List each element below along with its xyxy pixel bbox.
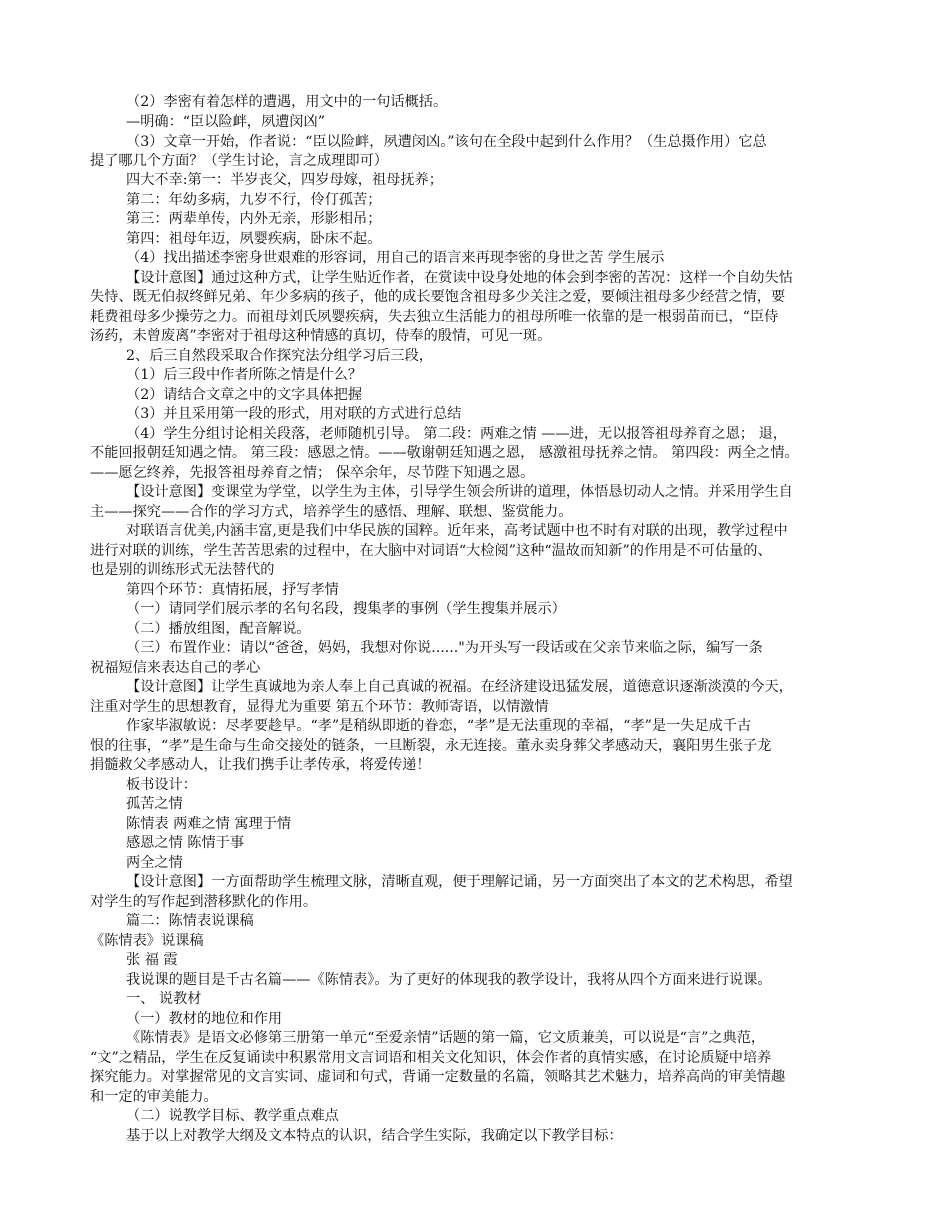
text-line: 探究能力。对掌握常见的文言实词、虚词和句式，背诵一定数量的名篇，领略其艺术魅力，培养高尚的审美情趣 xyxy=(90,1069,786,1085)
text-line: 孤苦之情 xyxy=(126,796,183,812)
text-line: 【设计意图】一方面帮助学生梳理文脉，清晰直观，便于理解记诵，另一方面突出了本文的艺术构思，希望 xyxy=(126,874,793,890)
text-line: 祝福短信来表达自己的孝心 xyxy=(90,660,261,676)
text-line: 陈情表 两难之情 寓理于情 xyxy=(126,816,292,832)
author-name: 张 福 霞 xyxy=(126,952,178,968)
text-line: （2）李密有着怎样的遭遇，用文中的一句话概括。 xyxy=(126,94,448,110)
document-title: 《陈情表》说课稿 xyxy=(90,933,204,949)
text-line: 【设计意图】变课堂为学堂，以学生为主体，引导学生领会所讲的道理，体悟恳切动人之情。并采用学生自 xyxy=(126,484,793,500)
section-heading: 一、 说教材 xyxy=(126,991,202,1007)
text-line: 【设计意图】通过这种方式，让学生贴近作者，在赏读中设身处地的体会到李密的苦况：这样一个自幼失怙 xyxy=(126,270,793,286)
text-line: —明确：“臣以险衅，夙遭闵凶” xyxy=(126,114,325,130)
text-line: （2）请结合文章之中的文字具体把握 xyxy=(126,387,363,403)
text-line: ——愿乞终养，先报答祖母养育之情； 保卒余年，尽节陛下知遇之恩。 xyxy=(90,465,535,481)
text-line: （一）请同学们展示孝的名句名段，搜集孝的事例（学生搜集并展示） xyxy=(126,601,566,617)
text-line: 基于以上对教学大纲及文本特点的认识，结合学生实际，我确定以下教学目标： xyxy=(126,1128,623,1144)
text-line: 不能回报朝廷知遇之情。 第三段：感恩之情。——敬谢朝廷知遇之恩， 感激祖母抚养之情。 第四段：两全之情。 xyxy=(90,445,799,461)
text-line: 和一定的审美能力。 xyxy=(90,1089,218,1105)
text-line: （三）布置作业：请以“爸爸，妈妈，我想对你说......"为开头写一段话或在父亲节来临之际，编写一条 xyxy=(126,640,763,656)
text-line: 对联语言优美,内涵丰富,更是我们中华民族的国粹。近年来，高考试题中也不时有对联的出现，教学过程中 xyxy=(126,523,788,539)
text-line: 注重对学生的思想教育，显得尤为重要 第五个环节：教师寄语，以情激情 xyxy=(90,699,549,715)
text-line: 对学生的写作起到潜移默化的作用。 xyxy=(90,894,318,910)
subsection-heading: （二）说教学目标、教学重点难点 xyxy=(126,1108,339,1124)
text-line: 第四：祖母年迈，夙婴疾病，卧床不起。 xyxy=(126,231,382,247)
text-line: 第二：年幼多病，九岁不行，伶仃孤苦； xyxy=(126,192,382,208)
text-line: 感恩之情 陈情于事 xyxy=(126,835,245,851)
text-line: “文”之精品，学生在反复诵读中积累常用文言词语和相关文化知识，体会作者的真情实感，在讨论质疑中培养 xyxy=(90,1050,772,1066)
text-line: 作家毕淑敏说：尽孝要趁早。“孝”是稍纵即逝的眷恋，“孝”是无法重现的幸福，“孝”是一失足成千古 xyxy=(126,718,752,734)
text-line: 我说课的题目是千古名篇——《陈情表》。为了更好的体现我的教学设计，我将从四个方面来进行说课。 xyxy=(126,972,772,988)
text-line: 也是别的训练形式无法替代的 xyxy=(90,562,275,578)
text-line: 板书设计： xyxy=(126,777,197,793)
text-line: 耗费祖母多少操劳之力。而祖母刘氏夙婴疾病，失去独立生活能力的祖母所唯一依靠的是一根弱苗而已，“臣侍 xyxy=(90,309,779,325)
text-line: 汤药，未曾废离”李密对于祖母这种情感的真切，侍奉的殷情，可见一斑。 xyxy=(90,328,552,344)
text-line: 第四个环节：真情拓展，抒写孝情 xyxy=(126,582,339,598)
text-line: 《陈情表》是语文必修第三册第一单元“至爱亲情”话题的第一篇，它文质兼美，可以说是“言”之典范， xyxy=(126,1030,766,1046)
text-line: 进行对联的训练，学生苦苦思索的过程中，在大脑中对词语“大检阅”这种“温故而知新”的作用是不可估量的、 xyxy=(90,543,772,559)
text-line: （4）找出描述李密身世艰难的形容词，用自己的语言来再现李密的身世之苦 学生展示 xyxy=(126,250,665,266)
text-line: （1）后三段中作者所陈之情是什么？ xyxy=(126,367,363,383)
text-line: 提了哪几个方面？（学生讨论，言之成理即可） xyxy=(90,153,388,169)
text-line: 失恃、既无伯叔终鲜兄弟、年少多病的孩子，他的成长要饱含祖母多少关注之爱，要倾注祖母多少经营之情，要 xyxy=(90,289,786,305)
text-line: 2、后三自然段采取合作探究法分组学习后三段， xyxy=(126,348,433,364)
text-line: 捐髓救父孝感动人，让我们携手让孝传承，将爱传递！ xyxy=(90,757,431,773)
text-line: 主——探究——合作的学习方式，培养学生的感悟、理解、联想、鉴赏能力。 xyxy=(90,504,573,520)
subsection-heading: （一）教材的地位和作用 xyxy=(126,1011,283,1027)
text-line: 篇二：陈情表说课稿 xyxy=(126,913,254,929)
text-line: 恨的往事，“孝”是生命与生命交接处的链条，一旦断裂，永无连接。董永卖身葬父孝感动天，襄阳男生张子龙 xyxy=(90,738,772,754)
text-line: 两全之情 xyxy=(126,855,183,871)
text-line: （二）播放组图，配音解说。 xyxy=(126,621,311,637)
text-line: 第三：两辈单传，内外无亲，形影相吊； xyxy=(126,211,382,227)
text-line: （3）文章一开始，作者说：“臣以险衅，夙遭闵凶。”该句在全段中起到什么作用？（生总摄作用）它总 xyxy=(126,134,767,150)
text-line: 【设计意图】让学生真诚地为亲人奉上自己真诚的祝福。在经济建设迅猛发展，道德意识逐渐淡漠的今天， xyxy=(126,679,793,695)
text-line: （4）学生分组讨论相关段落，老师随机引导。 第二段：两难之情 ——进，无以报答祖母养育之恩； 退， xyxy=(126,426,787,442)
text-line: （3）并且采用第一段的形式，用对联的方式进行总结 xyxy=(126,406,462,422)
text-line: 四大不幸:第一：半岁丧父，四岁母嫁，祖母抚养； xyxy=(126,172,443,188)
